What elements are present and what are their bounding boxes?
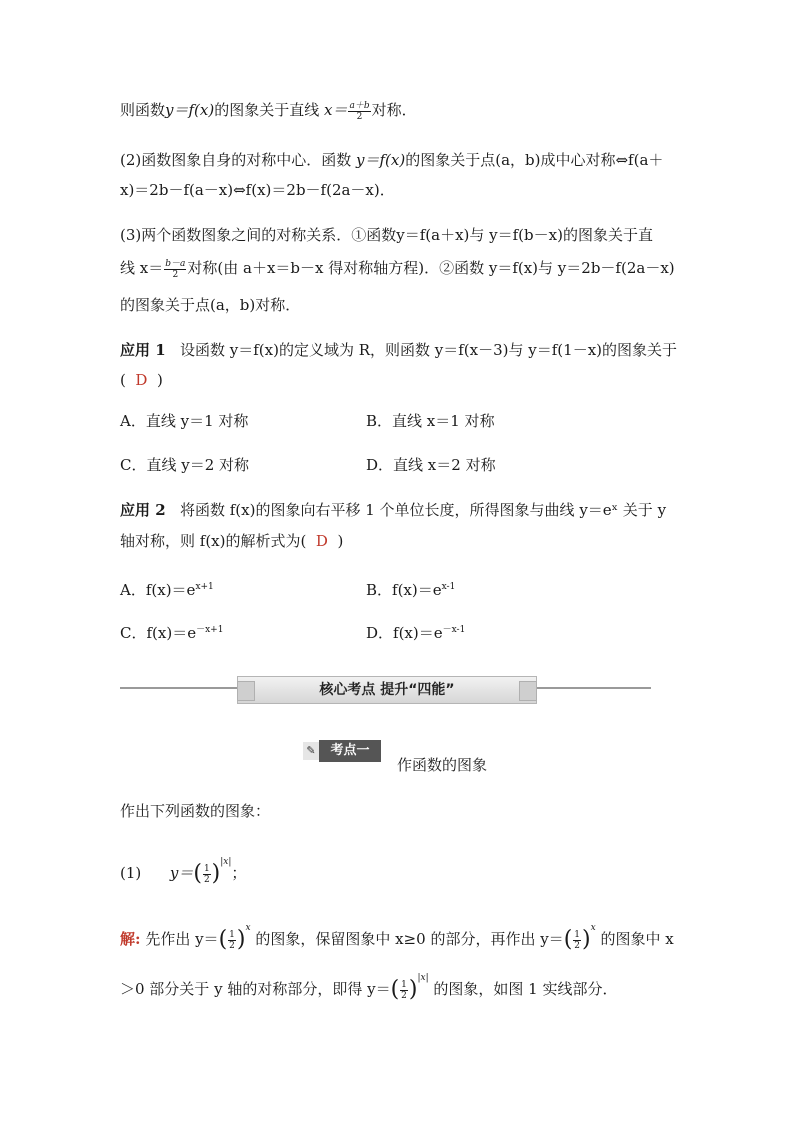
text: 对称． [371, 101, 417, 119]
section-banner: 核心考点 提升“四能” [237, 676, 537, 704]
pen-icon: ✎ [303, 742, 319, 760]
answer: D [135, 371, 148, 389]
text-line-6: 的图象关于点(a，b)对称． [120, 296, 301, 314]
fraction: $\frac{b-a}{2}$ [165, 258, 186, 280]
app-label: 应用 2 [120, 501, 166, 519]
fraction: $\frac{1}{2}$ [203, 863, 210, 885]
intro-text: 作出下列函数的图象： [120, 802, 271, 820]
text-line-1 [120, 100, 417, 122]
application-1: 应用 1 设函数 y＝f(x)的定义域为 R，则函数 y＝f(x－3)与 y＝f(1－x)的图象关于 [120, 341, 678, 359]
banner-rule-right [535, 687, 651, 689]
banner-rule-left [120, 687, 237, 689]
option-c: C．直线 y＝2 对称 [120, 456, 250, 474]
app-label: 应用 1 [120, 341, 166, 359]
option-d: D．直线 x＝2 对称 [366, 456, 496, 474]
tag-label: 考点一 [319, 740, 381, 762]
solution-line-1: 解: 先作出 y＝( $\frac{1}{2}$ )$^x$ 的图象，保留图象中 x≥0 的部分，再作出 y＝( $\frac{1}{2}$ )$^x$ 的图象中 x [120, 923, 674, 952]
text: 则函数 [120, 101, 166, 119]
option-b: B．$f(x)=e^{x-1}$ [366, 581, 456, 599]
answer: D [315, 532, 328, 550]
section-title: 作函数的图象 [397, 756, 488, 774]
application-2-answer: 轴对称，则 f(x)的解析式为( D ) [120, 532, 344, 550]
text-line-2: (2)函数图象自身的对称中心．函数 y＝f(x)的图象关于点(a，b)成中心对称⇔f(a＋ [120, 151, 664, 169]
solution-label: 解: [120, 930, 141, 948]
question-1: (1) y＝( $\frac{1}{2}$ )$^{|x|}$； [120, 857, 247, 886]
application-1-answer: ( D ) [120, 371, 163, 389]
option-a: A．$f(x)=e^{x+1}$ [120, 581, 214, 599]
option-b: B．直线 x＝1 对称 [366, 412, 495, 430]
section-tag [303, 740, 381, 762]
option-c: C．$f(x)=e^{-x+1}$ [120, 624, 224, 642]
text-line-4: (3)两个函数图象之间的对称关系．①函数y＝f(a＋x)与 y＝f(b－x)的图象关于直 [120, 226, 653, 244]
fraction: $\frac{a+b}{2}$ [349, 100, 370, 122]
application-2: 应用 2 将函数 f(x)的图象向右平移 1 个单位长度，所得图象与曲线 y＝eˣ 关于 y [120, 501, 667, 519]
math: y＝f(x) [165, 101, 215, 119]
text-line-5: 线 x＝ $\frac{b-a}{2}$ 对称(由 a＋x＝b－x 得对称轴方程)．②函数 y＝f(x)与 y＝2b－f(2a－x) [120, 258, 675, 280]
text-line-3: x)＝2b－f(a－x)⇔f(x)＝2b－f(2a－x)． [120, 181, 395, 199]
text: 的图象关于直线 [214, 101, 320, 119]
option-a: A．直线 y＝1 对称 [120, 412, 249, 430]
solution-line-2: ＞0 部分关于 y 轴的对称部分，即得 y＝( $\frac{1}{2}$ )$^{|x|}$ 的图象，如图 1 实线部分． [120, 973, 618, 1002]
math: x＝ [319, 101, 348, 119]
option-d: D．$f(x)=e^{-x-1}$ [366, 624, 466, 642]
